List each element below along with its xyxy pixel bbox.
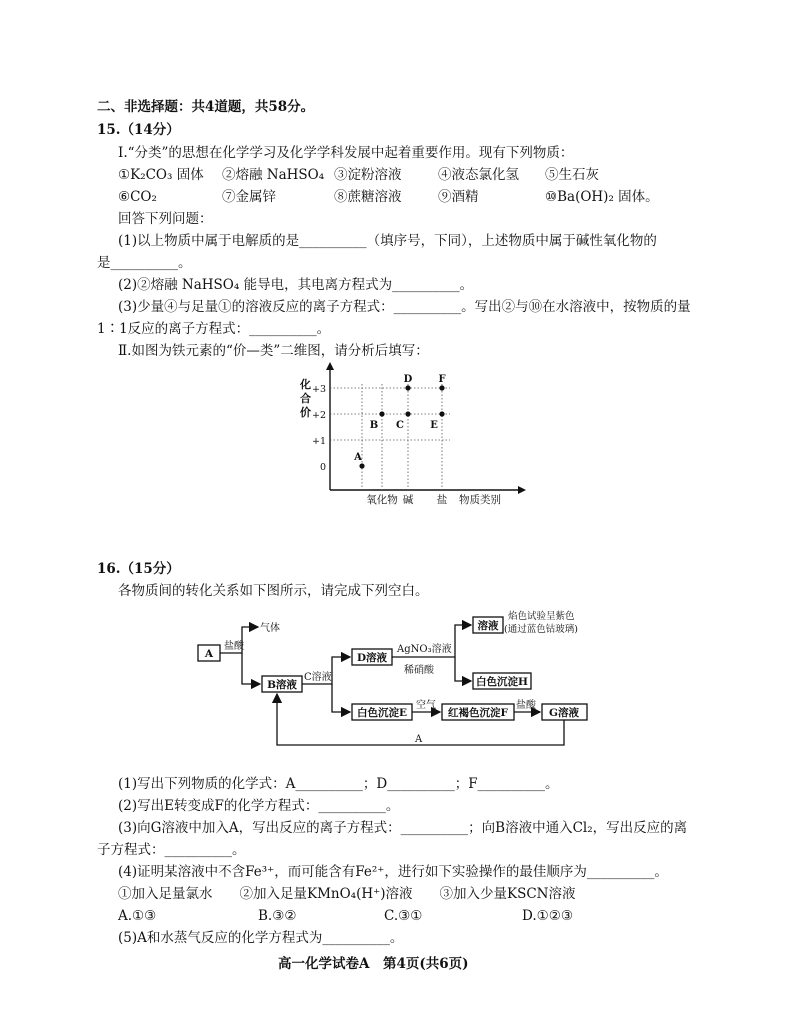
q15-3-line2: 1∶1反应的离子方程式：__________。 (97, 321, 331, 337)
q15-1-line2: 是__________。 (97, 255, 192, 271)
label-hcl-2: 盐酸 (516, 700, 536, 711)
y-axis-label-char: 价 (300, 406, 311, 419)
substance-9: ⑨酒精 (438, 189, 479, 205)
q15-title: 15.（14分） (97, 122, 180, 138)
label-flame-2: (通过蓝色钴玻璃) (504, 624, 578, 635)
arrow-a-b (242, 653, 260, 684)
arrow-b-e (332, 684, 350, 712)
label-air: 空气 (416, 700, 436, 711)
label-a-back: A (415, 734, 423, 745)
y-axis-label-char: 合 (300, 392, 311, 405)
q16-2: (2)写出E转变成F的化学方程式：__________。 (118, 798, 400, 814)
q15-2: (2)②熔融 NaHSO₄ 能导电，其电离方程式为__________。 (118, 277, 474, 293)
option-d: D.①②③ (522, 908, 573, 924)
arrow-d-h (455, 657, 471, 681)
q16-1: (1)写出下列物质的化学式：A__________；D__________；F__________。 (118, 776, 559, 792)
label-gas: 气体 (260, 623, 280, 634)
x-tick-label: 氧化物 (366, 494, 398, 506)
substance-6: ⑥CO₂ (118, 189, 157, 205)
q16-3-line2: 子方程式：__________。 (97, 842, 246, 858)
box-f-label: 红褐色沉淀F (448, 707, 508, 719)
q16-4: (4)证明某溶液中不含Fe³⁺，而可能含有Fe²⁺，进行如下实验操作的最佳顺序为__________。 (118, 864, 668, 880)
substance-8: ⑧蔗糖溶液 (334, 189, 402, 205)
x-tick-label: 盐 (436, 494, 448, 506)
substance-2: ②熔融 NaHSO₄ (222, 167, 325, 183)
point-label-c: C (396, 420, 404, 431)
y-axis-arrow (326, 362, 334, 370)
y-axis-label-char: 化 (300, 378, 311, 391)
box-g-label: G溶液 (549, 707, 579, 719)
conversion-flow-diagram (190, 605, 630, 755)
point-c (405, 411, 410, 416)
option-c: C.③① (384, 908, 423, 924)
q16-4-ops: ①加入足量氯水 ②加入足量KMnO₄(H⁺)溶液 ③加入少量KSCN溶液 (118, 886, 576, 902)
box-b-label: B溶液 (267, 679, 297, 691)
q15-3-line1: (3)少量④与足量①的溶液反应的离子方程式：__________。写出②与⑩在水溶液中，按物质的量 (118, 299, 691, 315)
substance-7: ⑦金属锌 (222, 189, 276, 205)
point-a (359, 463, 364, 468)
q15-part1-intro: Ⅰ.“分类”的思想在化学学习及化学学科发展中起着重要作用。现有下列物质： (118, 145, 574, 161)
y-axis-label (299, 377, 311, 419)
substance-1: ①K₂CO₃ 固体 (118, 167, 204, 183)
label-agno3: AgNO₃溶液 (397, 644, 452, 655)
point-label-e: E (430, 420, 438, 431)
substance-10: ⑩Ba(OH)₂ 固体。 (545, 189, 659, 205)
page-footer: 高一化学试卷A 第4页(共6页) (278, 956, 469, 972)
y-tick-label: +1 (311, 436, 326, 447)
point-label-a: A (354, 452, 362, 463)
x-tick-label: 碱 (402, 494, 414, 506)
y-tick-label: +2 (311, 410, 326, 421)
x-axis-arrow (518, 486, 526, 494)
x-axis-label: 物质类别 (459, 494, 501, 506)
label-flame-1: 焰色试验呈紫色 (508, 611, 575, 622)
section-heading: 二、非选择题：共4道题，共58分。 (97, 99, 315, 115)
answer-prompt: 回答下列问题： (118, 211, 213, 227)
label-c-solution: C溶液 (304, 672, 332, 683)
iron-valence-class-chart (290, 360, 530, 510)
point-label-b: B (369, 420, 379, 431)
box-sol-label: 溶液 (477, 620, 499, 632)
box-a-label: A (204, 648, 214, 660)
q15-1-line1: (1)以上物质中属于电解质的是__________（填序号，下同），上述物质中属于碱性氧化物的 (118, 233, 657, 249)
point-label-f: F (438, 374, 446, 385)
box-e-label: 白色沉淀E (356, 707, 408, 719)
q16-intro: 各物质间的转化关系如下图所示，请完成下列空白。 (118, 583, 429, 599)
label-hno3: 稀硝酸 (404, 665, 434, 676)
point-e (439, 411, 444, 416)
substance-3: ③淀粉溶液 (334, 167, 402, 183)
q15-part2-intro: Ⅱ.如图为铁元素的“价—类”二维图，请分析后填写： (118, 343, 429, 359)
point-b (379, 411, 384, 416)
point-f (439, 385, 444, 390)
y-tick-label: 0 (319, 462, 326, 473)
y-tick-label: +3 (311, 384, 326, 395)
q16-5: (5)A和水蒸气反应的化学方程式为__________。 (118, 930, 404, 946)
option-b: B.③② (258, 908, 297, 924)
substance-4: ④液态氯化氢 (438, 167, 519, 183)
substance-5: ⑤生石灰 (545, 167, 599, 183)
point-label-d: D (403, 374, 413, 385)
point-d (405, 385, 410, 390)
q16-title: 16.（15分） (97, 561, 180, 577)
box-d-label: D溶液 (356, 652, 388, 664)
q16-3-line1: (3)向G溶液中加入A，写出反应的离子方程式：__________；向B溶液中通入Cl₂，写出反应的离 (118, 820, 688, 836)
box-h-label: 白色沉淀H (476, 676, 528, 688)
label-hcl-1: 盐酸 (224, 641, 244, 652)
option-a: A.①③ (118, 908, 157, 924)
